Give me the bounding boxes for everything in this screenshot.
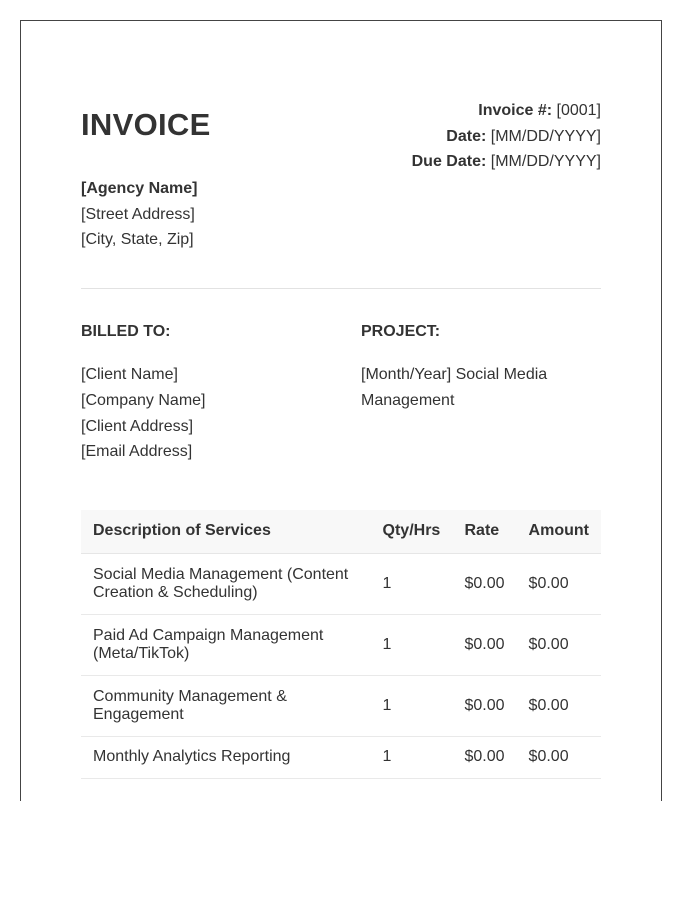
service-description: Paid Ad Campaign Management (Meta/TikTok) bbox=[81, 614, 371, 675]
services-table bbox=[81, 510, 601, 779]
service-qty: 1 bbox=[371, 675, 453, 736]
table-row bbox=[81, 675, 601, 736]
project-line-1: [Month/Year] Social Media bbox=[361, 366, 548, 383]
agency-city: [City, State, Zip] bbox=[81, 231, 194, 248]
table-header-row bbox=[81, 510, 601, 553]
project-line-2: Management bbox=[361, 391, 455, 409]
service-rate: $0.00 bbox=[453, 675, 517, 736]
service-description: Social Media Management (Content Creation & Scheduling) bbox=[81, 553, 371, 614]
column-header-rate: Rate bbox=[453, 510, 517, 553]
column-header-description: Description of Services bbox=[81, 510, 371, 553]
email-address: [Email Address] bbox=[81, 443, 193, 461]
service-description: Community Management & Engagement bbox=[81, 675, 371, 736]
invoice-number-line bbox=[412, 98, 601, 124]
service-qty: 1 bbox=[371, 736, 453, 778]
invoice-number-value: [0001] bbox=[556, 102, 601, 119]
billed-to-block bbox=[81, 362, 206, 465]
service-amount: $0.00 bbox=[517, 736, 601, 778]
service-description: Monthly Analytics Reporting bbox=[81, 736, 371, 778]
billed-to-heading: BILLED TO: bbox=[81, 323, 171, 340]
client-address: [Client Address] bbox=[81, 417, 194, 435]
service-rate: $0.00 bbox=[453, 553, 517, 614]
section-divider bbox=[81, 288, 601, 289]
invoice-page bbox=[20, 20, 662, 801]
invoice-number-label: Invoice #: bbox=[478, 102, 553, 119]
table-row bbox=[81, 553, 601, 614]
agency-name: [Agency Name] bbox=[81, 180, 198, 197]
invoice-meta bbox=[412, 98, 601, 175]
column-header-amount: Amount bbox=[517, 510, 601, 553]
client-name: [Client Name] bbox=[81, 366, 178, 383]
table-row bbox=[81, 736, 601, 778]
project-block bbox=[361, 362, 581, 414]
agency-street: [Street Address] bbox=[81, 205, 195, 223]
invoice-title: INVOICE bbox=[81, 107, 211, 142]
service-qty: 1 bbox=[371, 553, 453, 614]
table-row bbox=[81, 614, 601, 675]
project-heading: PROJECT: bbox=[361, 323, 441, 340]
due-date-value: [MM/DD/YYYY] bbox=[490, 153, 601, 170]
invoice-date-label: Date: bbox=[446, 127, 487, 145]
service-rate: $0.00 bbox=[453, 736, 517, 778]
service-qty: 1 bbox=[371, 614, 453, 675]
invoice-date-line bbox=[412, 124, 601, 150]
service-amount: $0.00 bbox=[517, 675, 601, 736]
company-name: [Company Name] bbox=[81, 391, 206, 409]
service-rate: $0.00 bbox=[453, 614, 517, 675]
due-date-line bbox=[412, 149, 601, 175]
agency-block bbox=[81, 176, 197, 253]
service-amount: $0.00 bbox=[517, 553, 601, 614]
due-date-label: Due Date: bbox=[411, 153, 487, 170]
service-amount: $0.00 bbox=[517, 614, 601, 675]
invoice-date-value: [MM/DD/YYYY] bbox=[490, 127, 601, 145]
column-header-qty: Qty/Hrs bbox=[371, 510, 453, 553]
